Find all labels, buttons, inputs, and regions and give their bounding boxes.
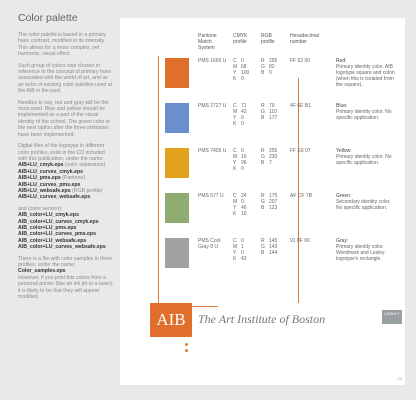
- color-swatch: [165, 238, 189, 268]
- hex-value: 4F 6E B1: [290, 103, 311, 109]
- color-description: Green: Secondary identity color. No specific application.: [336, 193, 391, 211]
- color-description: Red: Primary identity color. AIB logotype square and colon (when this is isolated from the square).: [336, 58, 395, 88]
- hex-value: FF E6 07: [290, 148, 311, 154]
- palette-paragraph: Such group of colors was chosen in reference to the concept of primary hues associated with the world of art, and as an echo of existing color palettes used at the AIB in the past.: [18, 62, 113, 95]
- pantone-value: PMS 2727 U: [198, 103, 227, 109]
- file-name: AIB+LU_curves_pms.eps: [18, 181, 81, 188]
- decor-dot-1: [185, 343, 188, 346]
- swatch-frame-right: [298, 78, 299, 303]
- hex-value: 91 8F 90: [290, 238, 310, 244]
- color-description: Yellow: Primary identity color. No specific application.: [336, 148, 392, 166]
- cmyk-values: C 24 M 0 Y 46 K 10: [233, 193, 247, 217]
- color-swatch: [165, 58, 189, 88]
- decor-dot-2: [185, 349, 188, 352]
- document-page: [120, 18, 405, 385]
- rgb-values: R 255 G 82 B 0: [261, 58, 278, 76]
- header-cmyk: CMYK profile: [233, 33, 248, 46]
- header-pantone: Pantone Match System: [198, 33, 217, 52]
- usage-paragraph: Needles to say, red and gray will be the most used. Blue and yellow should be implemented as a part of the visual identity of the school. The green color is the next option after the three primaries have been implemented.: [18, 99, 110, 138]
- file-name: AIB+LU_curves_websafe.eps: [18, 194, 91, 201]
- page-number: 22: [397, 376, 402, 381]
- file-name: AIB+LU_pms.eps (Pantone): [18, 175, 86, 182]
- color-description: Gray: Primary identity color. Wordmark and Lesley logotype's rectangle.: [336, 238, 385, 262]
- swatch-frame-left: [158, 56, 159, 306]
- hex-value: AF CF 7B: [290, 193, 312, 199]
- header-rgb: RGB profile: [261, 33, 275, 46]
- intro-paragraph: The color palette is based in a primary hues contrast, modified in its intensity. This allows for a more complex, yet harmonic, visual effect.: [18, 32, 106, 58]
- header-hex: Hexadecimal number: [290, 33, 319, 46]
- file-name: AIB_color+LU_cmyk.eps: [18, 212, 79, 219]
- aib-logo-mark: AIB: [150, 303, 192, 337]
- file-name: AIB+LU_cmyk.eps (color separation): [18, 162, 106, 169]
- file-list-1: [18, 162, 114, 200]
- cmyk-values: C 0 M 1 Y 0 K 43: [233, 238, 247, 262]
- cmyk-values: C 71 M 42 Y 0 K 0: [233, 103, 247, 127]
- institute-wordmark: The Art Institute of Boston: [198, 312, 326, 326]
- file-name: AIB+LU_websafe.eps (RGB profile): [18, 187, 103, 194]
- file-name: AIB+LU_curves_cmyk.eps: [18, 168, 84, 175]
- rgb-values: R 145 G 143 B 144: [261, 238, 278, 256]
- color-swatch: [165, 193, 189, 223]
- color-swatch: [165, 103, 189, 133]
- color-description: Blue: Primary identity color. No specific application.: [336, 103, 392, 121]
- pantone-value: PMS 1665 U: [198, 58, 227, 64]
- print-note: However, if you print this colors from a personal printer (like an ink jet or a laser), it is likely to be that they will appear modified.: [18, 274, 114, 301]
- file-name: AIB_color+LU_curves_cmyk.eps: [18, 218, 99, 225]
- samples-file: Color_samples.eps: [18, 268, 66, 275]
- file-name: AIB_color+LU_curves_websafe.eps: [18, 244, 106, 251]
- file-name: AIB_color+LU_curves_pms.eps: [18, 231, 96, 238]
- color-swatch: [165, 148, 189, 178]
- cmyk-values: C 0 M 68 Y 100 K 0: [233, 58, 250, 82]
- pantone-value: PMS Cool Gray 8 U: [198, 238, 221, 250]
- samples-paragraph: There is a file with color samples in three profiles, under the name:: [18, 255, 112, 268]
- pantone-value: PMS 577 U: [198, 193, 224, 199]
- page-title: Color palette: [18, 12, 78, 24]
- rgb-values: R 255 G 230 B 7: [261, 148, 278, 166]
- color-version-label: and (color version):: [18, 205, 63, 212]
- file-name: AIB_color+LU_websafe.eps: [18, 237, 87, 244]
- files-paragraph: Digital files of the logotype in different color profiles, exist in the CD included with this publication, under the name:: [18, 143, 105, 162]
- hex-value: FF 52 00: [290, 58, 311, 64]
- file-name: AIB_color+LU_pms.eps: [18, 224, 77, 231]
- pantone-value: PMS 7405 U: [198, 148, 227, 154]
- cmyk-values: C 0 M 16 Y 96 K 0: [233, 148, 247, 172]
- sidebar-text: [18, 32, 114, 300]
- rgb-values: R 79 G 110 B 177: [261, 103, 278, 121]
- lesley-logo: LESLEY: [382, 310, 402, 324]
- rgb-values: R 175 G 207 B 123: [261, 193, 278, 211]
- file-list-2: [18, 212, 114, 250]
